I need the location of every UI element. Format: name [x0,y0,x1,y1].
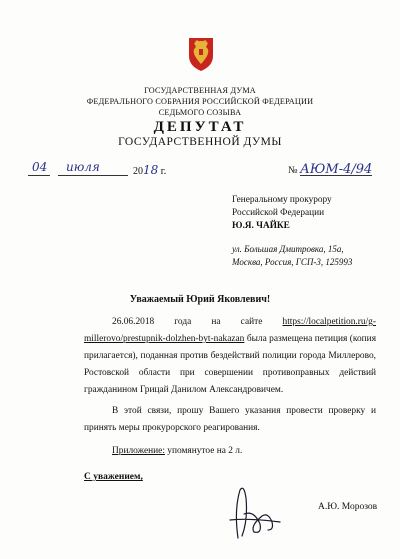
addressee-line-1: Генеральному прокурору [232,195,332,205]
address-block [232,243,352,269]
addressee-line-2: Российской Федерации [232,208,325,218]
coat-of-arms-icon [186,34,216,72]
header-title: ДЕПУТАТ [153,119,247,135]
doc-number: № АЮМ-4/94 [288,162,373,177]
attachment-line: Приложение: упомянутое на 2 л. [112,446,243,456]
paragraph-1: 26.06.2018 года на сайте https://localpetition.ru/g-millerovo/prestupnik-dolzhen-byt-nakazan была размещена петиция (копия прилагается), поданная против бездействий полиции города Миллерово, Ростовской области при совершении противоправных действий гражданином Грицай Данилом Александровичем. [84,317,377,395]
paragraph-2: В этой связи, прошу Вашего указания провести проверку и принять меры прокурорского реагирования. [84,406,376,433]
date-day-line [28,175,50,176]
header-line-1: ГОСУДАРСТВЕННАЯ ДУМА [144,86,256,95]
doc-number-line [300,175,372,176]
petition-link[interactable]: https://localpetition.ru/g-millerovo/prestupnik-dolzhen-byt-nakazan [84,317,376,344]
handwritten-signature [210,480,300,540]
greeting: Уважаемый Юрий Яковлевич! [129,294,271,305]
header-line-3: СЕДЬМОГО СОЗЫВА [158,108,242,117]
date-month-line [58,175,128,176]
addressee-name: Ю.Я. ЧАЙКЕ [232,221,290,231]
addressee-block [232,194,332,233]
signer-name: А.Ю. Морозов [318,502,378,512]
header-subtitle: ГОСУДАРСТВЕННОЙ ДУМЫ [118,136,282,148]
date-month: июля [66,160,100,174]
address-line-1: ул. Большая Дмитровка, 15а, [232,244,344,254]
date-year: 2018 г. [133,163,167,177]
closing-respect: С уважением, [84,472,143,482]
address-line-2: Москва, Россия, ГСП-3, 125993 [232,257,353,267]
date-day: 04 [32,160,48,174]
header-line-2: ФЕДЕРАЛЬНОГО СОБРАНИЯ РОССИЙСКОЙ ФЕДЕРАЦИИ [86,97,314,106]
